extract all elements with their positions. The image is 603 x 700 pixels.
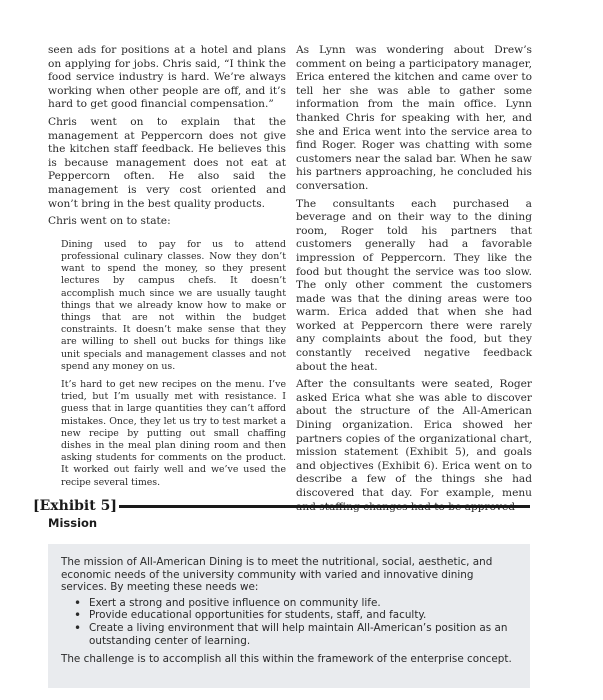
- list-item: • Exert a strong and positive influence on community life.: [89, 597, 516, 610]
- mission-intro: The mission of All-American Dining is to meet the nutritional, social, aesthetic, and economic needs of the university community with varied and innovative dining services. By meeting these needs we:: [61, 556, 493, 594]
- left-text-column: [48, 44, 286, 489]
- paragraph: seen ads for positions at a hotel and plans on applying for jobs. Chris said, “I think the food service industry is hard. We’re always working when other people are off, and it’s hard to get good financial compensation.”: [48, 44, 286, 111]
- exhibit-divider: [103, 505, 530, 508]
- mission-closing: The challenge is to accomplish all this within the framework of the enterprise concept.: [61, 653, 512, 666]
- mission-statement-box: [48, 544, 530, 688]
- block-quote: It’s hard to get new recipes on the menu. I’ve tried, but I’m usually met with resistance. I guess that in large quantities they can’t afford mistakes. Once, they let us try to test market a new recipe by putting out small chaffing dishes in the meal plan dining room and then asking students for comments on the product. It worked out fairly well and we’ve used the recipe several times.: [61, 378, 286, 488]
- paragraph: Chris went on to state:: [48, 215, 171, 228]
- paragraph: As Lynn was wondering about Drew’s comment on being a participatory manager, Erica entered the kitchen and came over to tell her she was able to gather some information from the main office. Lynn thanked Chris for speaking with her, and she and Erica went into the service area to find Roger. Roger was chatting with some customers near the salad bar. When he saw his partners approaching, he concluded his conversation.: [296, 44, 532, 192]
- exhibit-label: [Exhibit 5]: [33, 498, 117, 514]
- paragraph: The consultants each purchased a beverage and on their way to the dining room, Roger told his partners that customers generally had a favorable impression of Peppercorn. They like the food but thought the service was too slow. The only other comment the customers made was that the dining areas were too warm. Erica added that when she had worked at Peppercorn there were rarely any complaints about the food, but they constantly received negative feedback about the heat.: [296, 197, 532, 373]
- block-quote: Dining used to pay for us to attend professional culinary classes. Now they don’t want to spend the money, so they present lectures by campus chefs. It doesn’t accomplish much since we are usually taught things that we already know how to make or things that are not within the budget constraints. It doesn’t make sense that they are willing to shell out bucks for things like unit specials and management classes and not spend any money on us.: [61, 238, 286, 372]
- right-text-column: [296, 44, 532, 518]
- exhibit-header: [33, 497, 530, 515]
- paragraph: After the consultants were seated, Roger asked Erica what she was able to discover about the structure of the All-American Dining organization. Erica showed her partners copies of the organizational chart, mission statement (Exhibit 5), and goals and objectives (Exhibit 6). Erica went on to describe a few of the things she had discovered that day. For example, menu: [296, 378, 532, 499]
- mission-bullet-list: [61, 597, 516, 647]
- list-item: • Create a living environment that will help maintain All-American’s position as an outstanding center of learning.: [89, 622, 516, 647]
- exhibit-title: Mission: [48, 516, 98, 530]
- list-item: • Provide educational opportunities for students, staff, and faculty.: [89, 609, 516, 622]
- paragraph: Chris went on to explain that the management at Peppercorn does not give the kitchen staff feedback. He believes this is because management does not eat at Peppercorn often. He also said the management is very cost oriented and won’t bring in the best quality products.: [48, 115, 286, 210]
